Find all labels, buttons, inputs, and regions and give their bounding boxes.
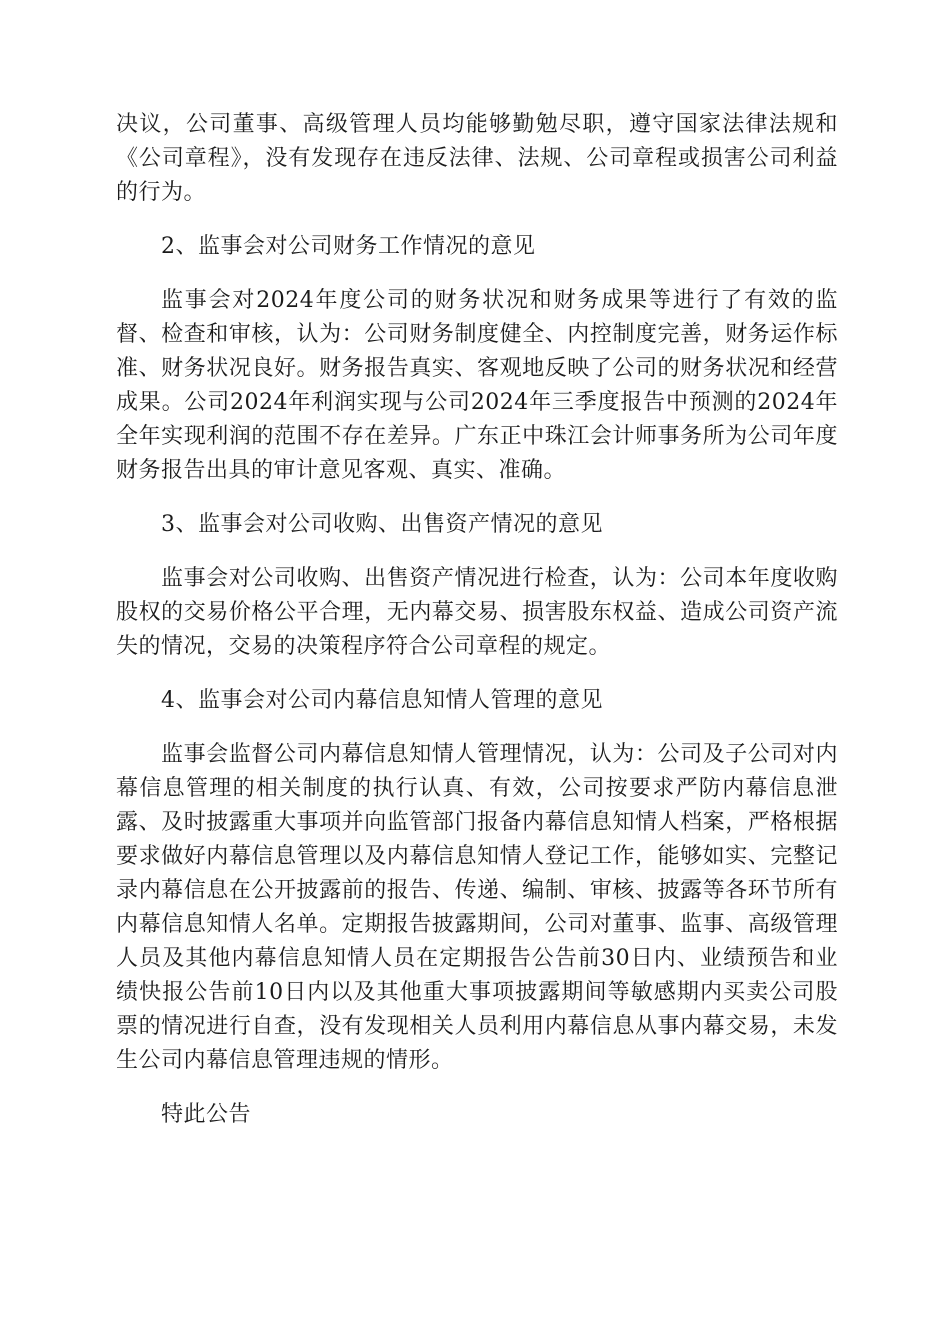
paragraph-insider-info-opinion: 监事会监督公司内幕信息知情人管理情况，认为：公司及子公司对内幕信息管理的相关制度的执行认真、有效，公司按要求严防内幕信息泄露、及时披露重大事项并向监管部门报备内幕信息知情人档案，严格根据要求做好内幕信息管理以及内幕信息知情人登记工作，能够如实、完整记录内幕信息在公开披露前的报告、传递、编制、审核、披露等各环节所有内幕信息知情人名单。定期报告披露期间，公司对董事、监事、高级管理人员及其他内幕信息知情人员在定期报告公告前30日内、业绩预告和业绩快报公告前10日内以及其他重大事项披露期间等敏感期内买卖公司股票的情况进行自查，没有发现相关人员利用内幕信息从事内幕交易，未发生公司内幕信息管理违规的情形。 bbox=[116, 742, 838, 1073]
paragraph-asset-transaction-opinion: 监事会对公司收购、出售资产情况进行检查，认为：公司本年度收购股权的交易价格公平合理，无内幕交易、损害股东权益、造成公司资产流失的情况，交易的决策程序符合公司章程的规定。 bbox=[116, 566, 838, 659]
paragraph-financial-opinion: 监事会对2024年度公司的财务状况和财务成果等进行了有效的监督、检查和审核，认为：公司财务制度健全、内控制度完善，财务运作标准、财务状况良好。财务报告真实、客观地反映了公司的财务状况和经营成果。公司2024年利润实现与公司2024年三季度报告中预测的2024年全年实现利润的范围不存在差异。广东正中珠江会计师事务所为公司年度财务报告出具的审计意见客观、真实、准确。 bbox=[116, 288, 838, 483]
heading-financial-opinion: 2、监事会对公司财务工作情况的意见 bbox=[161, 234, 536, 259]
heading-insider-info-opinion: 4、监事会对公司内幕信息知情人管理的意见 bbox=[161, 688, 603, 713]
closing-announcement: 特此公告 bbox=[161, 1102, 252, 1127]
paragraph-resolution-conclusion: 决议，公司董事、高级管理人员均能够勤勉尽职，遵守国家法律法规和《公司章程》，没有发现存在违反法律、法规、公司章程或损害公司利益的行为。 bbox=[116, 112, 838, 205]
document-body bbox=[116, 108, 838, 1132]
heading-asset-transaction-opinion: 3、监事会对公司收购、出售资产情况的意见 bbox=[161, 512, 603, 537]
